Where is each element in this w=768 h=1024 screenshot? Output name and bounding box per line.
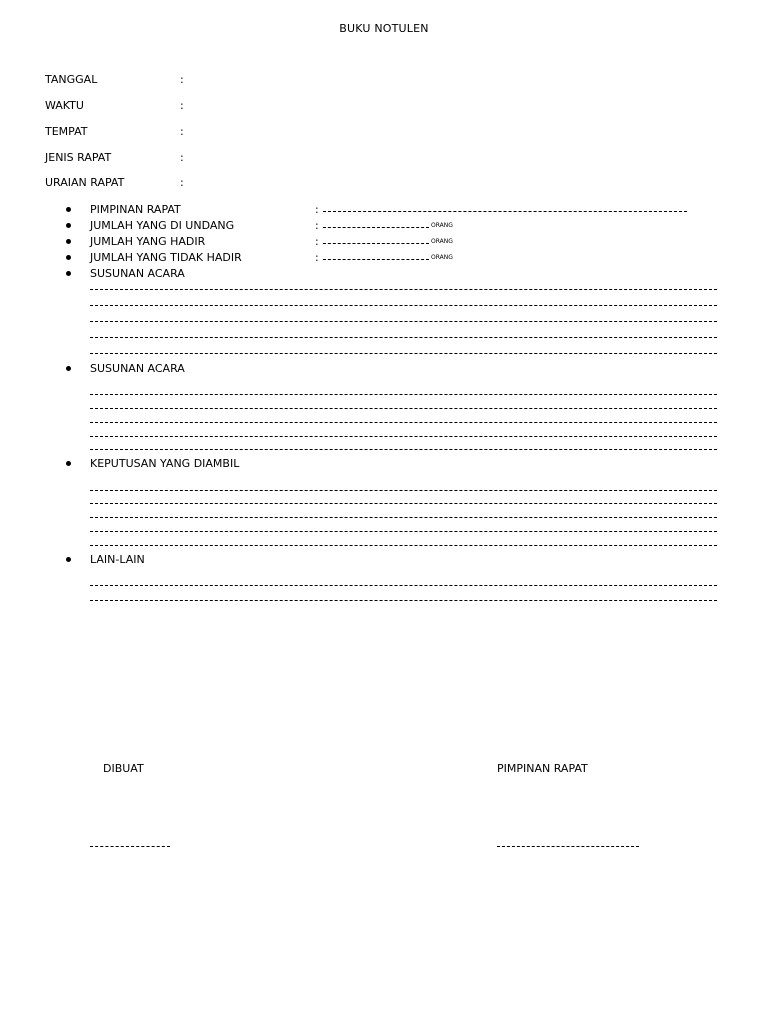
- writing-line: [90, 517, 717, 518]
- bullet-jumlah-tidak-hadir: [66, 251, 466, 265]
- field-colon: :: [180, 176, 184, 189]
- fill-line: [323, 227, 429, 228]
- bullet-jumlah-hadir: [66, 235, 466, 249]
- writing-line: [90, 408, 717, 409]
- fill-line: [323, 243, 429, 244]
- unit-label: ORANG: [431, 254, 453, 261]
- field-colon: :: [180, 151, 184, 164]
- writing-line: [90, 449, 717, 450]
- section-label: LAIN-LAIN: [90, 553, 145, 566]
- field-colon: :: [180, 99, 184, 112]
- bullet-label: JUMLAH YANG HADIR: [90, 235, 206, 248]
- bullet-icon: [66, 223, 71, 228]
- writing-line: [90, 394, 717, 395]
- bullet-icon: [66, 557, 71, 562]
- signature-line-dibuat: [90, 846, 170, 847]
- bullet-icon: [66, 255, 71, 260]
- unit-label: ORANG: [431, 222, 453, 229]
- bullet-jumlah-diundang: [66, 219, 466, 233]
- fill-colon: :: [315, 235, 319, 248]
- signature-line-pimpinan: [497, 846, 639, 847]
- writing-line: [90, 305, 717, 306]
- field-label: WAKTU: [45, 99, 84, 112]
- bullet-label: PIMPINAN RAPAT: [90, 203, 181, 216]
- unit-label: ORANG: [431, 238, 453, 245]
- section-label: KEPUTUSAN YANG DIAMBIL: [90, 457, 240, 470]
- field-colon: :: [180, 73, 184, 86]
- section-susunan-acara-2: [66, 362, 366, 376]
- fill-line: [323, 211, 687, 212]
- signature-label-pimpinan: PIMPINAN RAPAT: [497, 762, 588, 775]
- writing-line: [90, 600, 717, 601]
- writing-line: [90, 436, 717, 437]
- fill-line: [323, 259, 429, 260]
- section-keputusan: [66, 457, 366, 471]
- bullet-pimpinan-rapat: [66, 203, 706, 217]
- section-lain-lain: [66, 553, 366, 567]
- fill-colon: :: [315, 219, 319, 232]
- writing-line: [90, 353, 717, 354]
- writing-line: [90, 545, 717, 546]
- bullet-icon: [66, 461, 71, 466]
- section-label: SUSUNAN ACARA: [90, 267, 185, 280]
- signature-label-dibuat: DIBUAT: [103, 762, 144, 775]
- writing-line: [90, 503, 717, 504]
- writing-line: [90, 585, 717, 586]
- writing-line: [90, 490, 717, 491]
- field-colon: :: [180, 125, 184, 138]
- bullet-icon: [66, 271, 71, 276]
- field-label: TEMPAT: [45, 125, 88, 138]
- field-label: URAIAN RAPAT: [45, 176, 125, 189]
- bullet-label: JUMLAH YANG TIDAK HADIR: [90, 251, 242, 264]
- section-susunan-acara-1: [66, 267, 366, 281]
- bullet-label: JUMLAH YANG DI UNDANG: [90, 219, 235, 232]
- fill-colon: :: [315, 251, 319, 264]
- writing-line: [90, 337, 717, 338]
- writing-line: [90, 531, 717, 532]
- fill-colon: :: [315, 203, 319, 216]
- field-label: JENIS RAPAT: [45, 151, 112, 164]
- field-label: TANGGAL: [45, 73, 98, 86]
- writing-line: [90, 422, 717, 423]
- section-label: SUSUNAN ACARA: [90, 362, 185, 375]
- writing-line: [90, 321, 717, 322]
- writing-line: [90, 289, 717, 290]
- document-title: BUKU NOTULEN: [339, 22, 429, 35]
- bullet-icon: [66, 366, 71, 371]
- bullet-icon: [66, 207, 71, 212]
- bullet-icon: [66, 239, 71, 244]
